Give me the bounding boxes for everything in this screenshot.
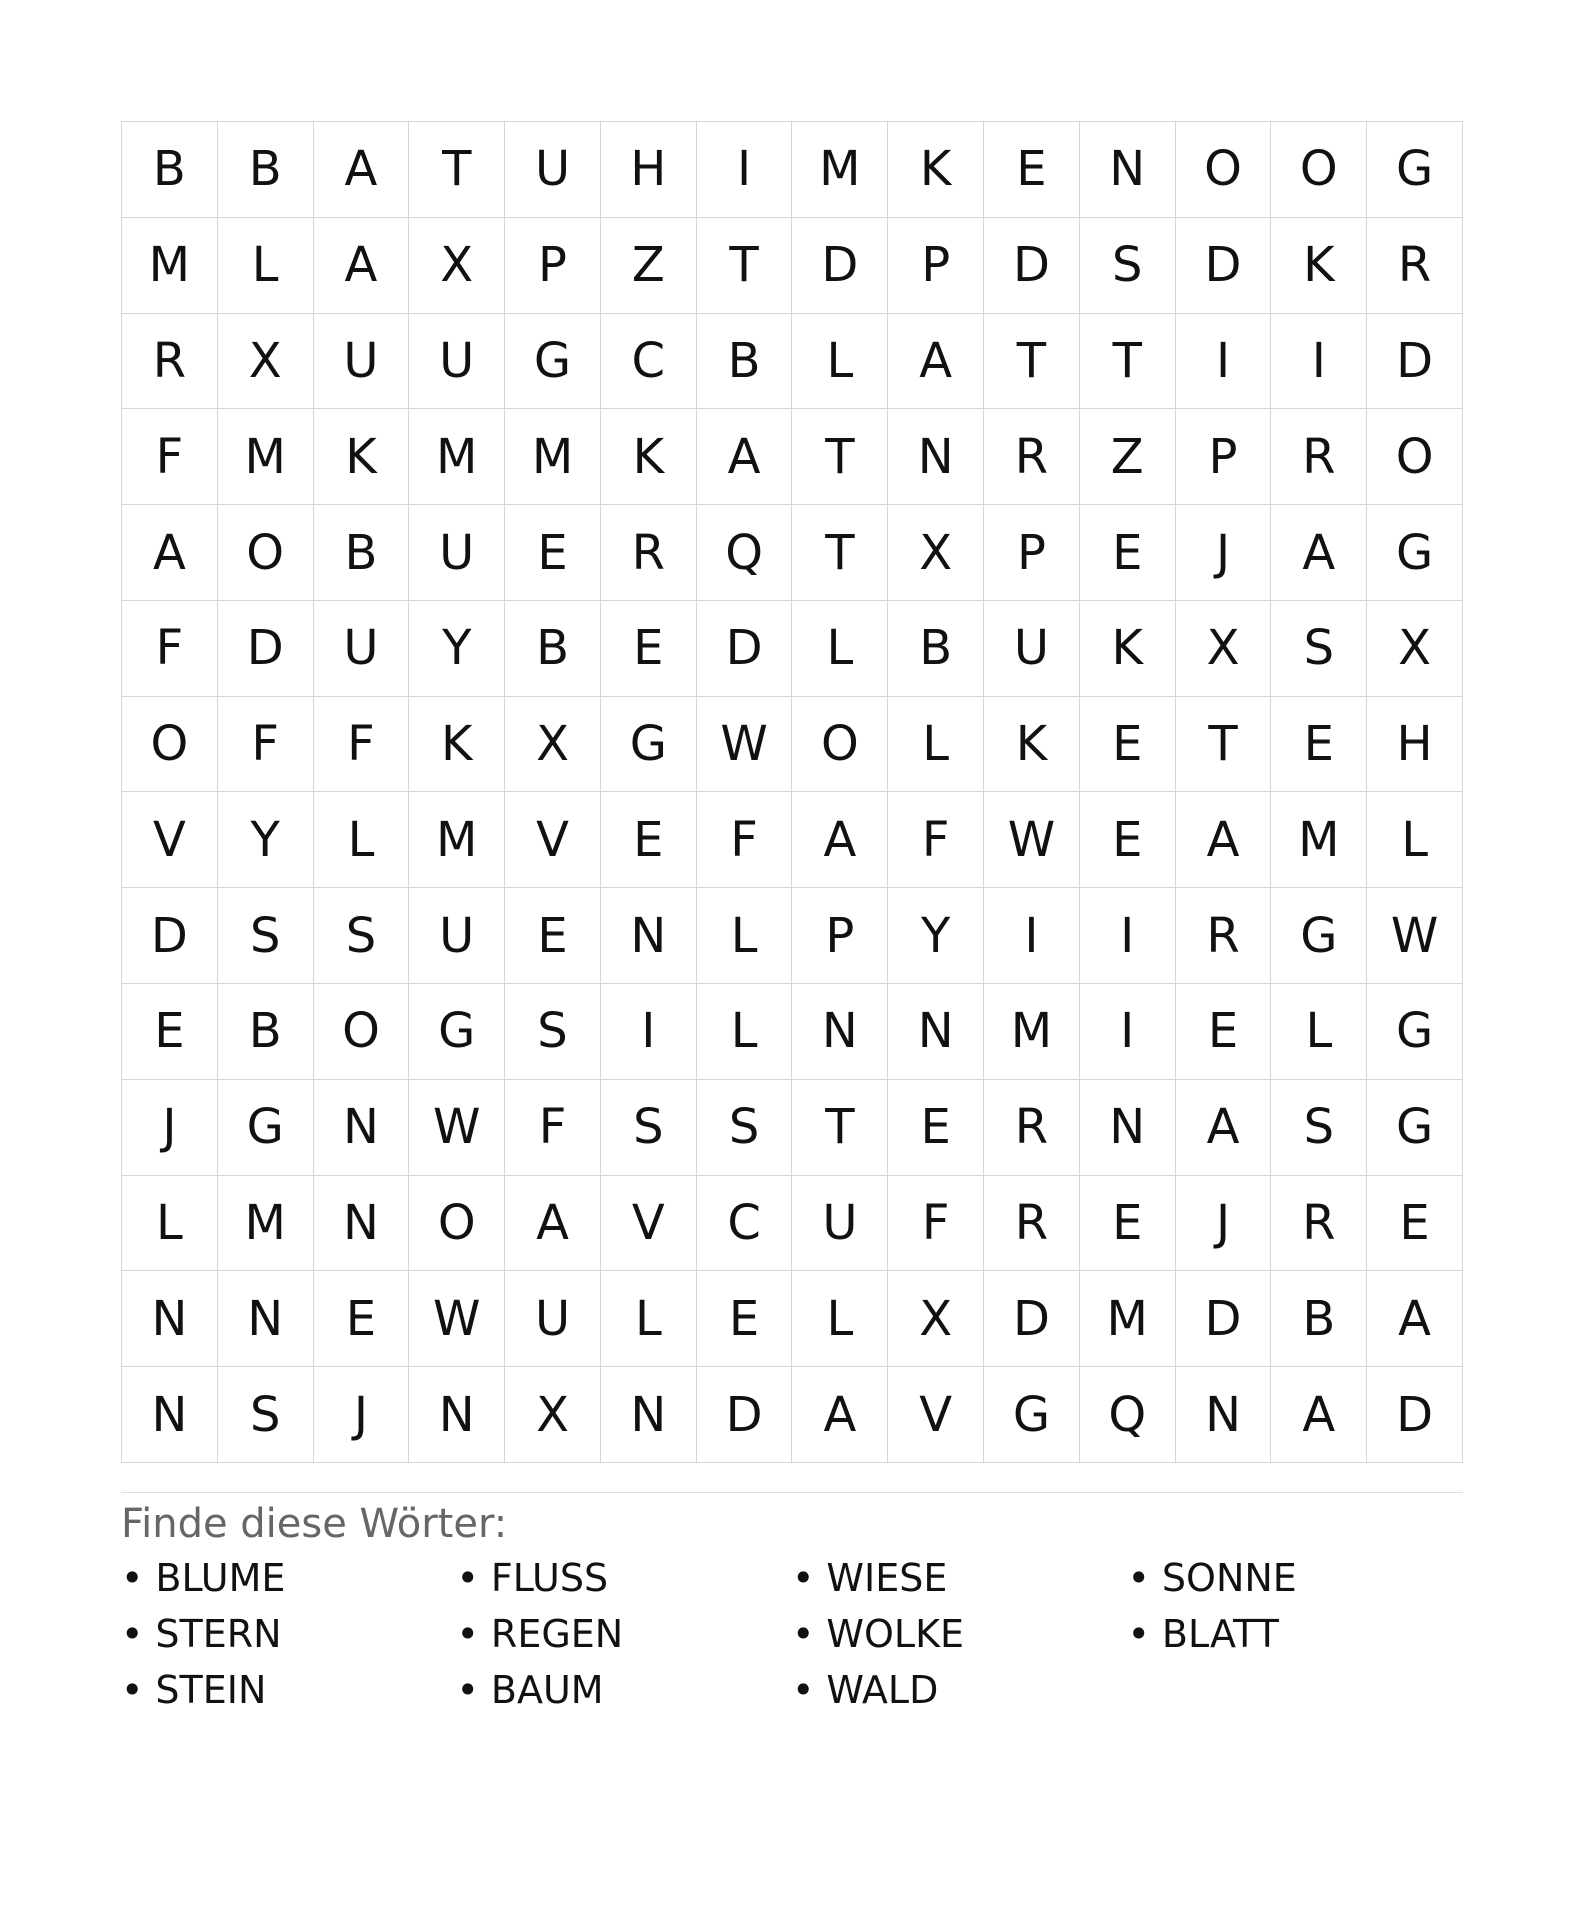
grid-cell[interactable]: M <box>409 409 505 505</box>
grid-cell[interactable]: A <box>122 505 218 601</box>
grid-cell[interactable]: N <box>888 409 984 505</box>
grid-cell[interactable]: X <box>888 505 984 601</box>
grid-cell[interactable]: N <box>122 1367 218 1463</box>
grid-cell[interactable]: L <box>122 1176 218 1272</box>
grid-cell[interactable]: S <box>218 1367 314 1463</box>
grid-cell[interactable]: A <box>505 1176 601 1272</box>
grid-cell[interactable]: J <box>1176 1176 1272 1272</box>
grid-cell[interactable]: O <box>409 1176 505 1272</box>
word-list <box>121 1554 1463 1714</box>
grid-cell[interactable]: N <box>1176 1367 1272 1463</box>
grid-cell[interactable]: T <box>1080 314 1176 410</box>
word-list-item: • STERN <box>121 1610 457 1658</box>
grid-cell[interactable]: A <box>697 409 793 505</box>
grid-cell[interactable]: M <box>1271 792 1367 888</box>
word-list-heading: Finde diese Wörter: <box>121 1501 508 1547</box>
word-list-item: • STEIN <box>121 1666 457 1714</box>
grid-cell[interactable]: U <box>314 601 410 697</box>
grid-cell[interactable]: G <box>601 697 697 793</box>
grid-cell[interactable]: V <box>122 792 218 888</box>
grid-cell[interactable]: I <box>984 888 1080 984</box>
grid-cell[interactable]: R <box>1367 218 1463 314</box>
grid-cell[interactable]: R <box>984 409 1080 505</box>
grid-cell[interactable]: K <box>314 409 410 505</box>
grid-cell[interactable]: R <box>1271 1176 1367 1272</box>
grid-cell[interactable]: F <box>122 601 218 697</box>
grid-cell[interactable]: A <box>314 122 410 218</box>
grid-cell[interactable]: D <box>122 888 218 984</box>
grid-cell[interactable]: S <box>314 888 410 984</box>
grid-cell[interactable]: E <box>1367 1176 1463 1272</box>
grid-cell[interactable]: T <box>409 122 505 218</box>
grid-cell[interactable]: E <box>505 888 601 984</box>
grid-cell[interactable]: F <box>697 792 793 888</box>
grid-cell[interactable]: F <box>314 697 410 793</box>
grid-cell[interactable]: S <box>505 984 601 1080</box>
grid-cell[interactable]: K <box>984 697 1080 793</box>
grid-cell[interactable]: D <box>1176 1271 1272 1367</box>
grid-cell[interactable]: Z <box>601 218 697 314</box>
grid-cell[interactable]: X <box>1367 601 1463 697</box>
grid-cell[interactable]: E <box>314 1271 410 1367</box>
grid-cell[interactable]: U <box>984 601 1080 697</box>
grid-cell[interactable]: K <box>1271 218 1367 314</box>
grid-cell[interactable]: X <box>218 314 314 410</box>
grid-cell[interactable]: M <box>984 984 1080 1080</box>
grid-cell[interactable]: A <box>792 1367 888 1463</box>
grid-cell[interactable]: B <box>505 601 601 697</box>
grid-cell[interactable]: E <box>697 1271 793 1367</box>
grid-cell[interactable]: L <box>697 888 793 984</box>
grid-cell[interactable]: B <box>218 984 314 1080</box>
grid-cell[interactable]: E <box>1080 697 1176 793</box>
letter-grid <box>121 121 1463 1463</box>
grid-cell[interactable]: O <box>1271 122 1367 218</box>
grid-cell[interactable]: E <box>984 122 1080 218</box>
word-list-item: • WIESE <box>792 1554 1128 1602</box>
grid-cell[interactable]: A <box>1367 1271 1463 1367</box>
grid-cell[interactable]: O <box>122 697 218 793</box>
grid-cell[interactable]: V <box>601 1176 697 1272</box>
grid-cell[interactable]: J <box>314 1367 410 1463</box>
grid-cell[interactable]: N <box>888 984 984 1080</box>
grid-cell[interactable]: K <box>888 122 984 218</box>
grid-cell[interactable]: M <box>122 218 218 314</box>
grid-cell[interactable]: M <box>218 1176 314 1272</box>
grid-cell[interactable]: I <box>697 122 793 218</box>
grid-cell[interactable]: T <box>792 505 888 601</box>
word-list-item: • REGEN <box>457 1610 793 1658</box>
grid-cell[interactable]: A <box>792 792 888 888</box>
grid-cell[interactable]: L <box>792 601 888 697</box>
grid-cell[interactable]: U <box>314 314 410 410</box>
grid-cell[interactable]: Y <box>409 601 505 697</box>
grid-cell[interactable]: J <box>122 1080 218 1176</box>
grid-cell[interactable]: S <box>218 888 314 984</box>
grid-cell[interactable]: Q <box>1080 1367 1176 1463</box>
grid-cell[interactable]: O <box>218 505 314 601</box>
grid-cell[interactable]: D <box>1367 314 1463 410</box>
grid-cell[interactable]: K <box>409 697 505 793</box>
grid-cell[interactable]: S <box>697 1080 793 1176</box>
grid-cell[interactable]: B <box>218 122 314 218</box>
grid-cell[interactable]: E <box>1080 1176 1176 1272</box>
grid-cell[interactable]: X <box>505 1367 601 1463</box>
grid-cell[interactable]: W <box>409 1080 505 1176</box>
grid-cell[interactable]: L <box>314 792 410 888</box>
grid-cell[interactable]: L <box>218 218 314 314</box>
grid-cell[interactable]: X <box>1176 601 1272 697</box>
grid-cell[interactable]: B <box>888 601 984 697</box>
grid-cell[interactable]: D <box>1176 218 1272 314</box>
grid-cell[interactable]: X <box>409 218 505 314</box>
grid-cell[interactable]: W <box>409 1271 505 1367</box>
grid-cell[interactable]: N <box>601 888 697 984</box>
grid-cell[interactable]: E <box>888 1080 984 1176</box>
grid-cell[interactable]: R <box>1271 409 1367 505</box>
grid-cell[interactable]: A <box>1271 1367 1367 1463</box>
grid-cell[interactable]: L <box>1271 984 1367 1080</box>
grid-cell[interactable]: V <box>505 792 601 888</box>
grid-cell[interactable]: D <box>984 1271 1080 1367</box>
grid-cell[interactable]: D <box>1367 1367 1463 1463</box>
word-list-item: • BLATT <box>1128 1610 1464 1658</box>
grid-cell[interactable]: Q <box>697 505 793 601</box>
grid-cell[interactable]: V <box>888 1367 984 1463</box>
grid-cell[interactable]: R <box>601 505 697 601</box>
grid-cell[interactable]: W <box>984 792 1080 888</box>
grid-cell[interactable]: G <box>1367 1080 1463 1176</box>
grid-cell[interactable]: N <box>314 1080 410 1176</box>
grid-cell[interactable]: D <box>697 1367 793 1463</box>
grid-cell[interactable]: K <box>601 409 697 505</box>
grid-cell[interactable]: U <box>409 314 505 410</box>
word-list-item: • FLUSS <box>457 1554 793 1602</box>
grid-cell[interactable]: U <box>409 505 505 601</box>
grid-cell[interactable]: N <box>601 1367 697 1463</box>
grid-cell[interactable]: L <box>888 697 984 793</box>
grid-cell[interactable]: N <box>1080 1080 1176 1176</box>
grid-cell[interactable]: E <box>505 505 601 601</box>
grid-cell[interactable]: F <box>122 409 218 505</box>
word-list-item: • WOLKE <box>792 1610 1128 1658</box>
grid-cell[interactable]: S <box>1271 601 1367 697</box>
grid-cell[interactable]: F <box>505 1080 601 1176</box>
grid-cell[interactable]: S <box>601 1080 697 1176</box>
grid-cell[interactable]: N <box>1080 122 1176 218</box>
grid-cell[interactable]: G <box>1367 122 1463 218</box>
grid-cell[interactable]: B <box>697 314 793 410</box>
grid-cell[interactable]: R <box>984 1080 1080 1176</box>
grid-cell[interactable]: N <box>314 1176 410 1272</box>
grid-cell[interactable]: M <box>218 409 314 505</box>
grid-cell[interactable]: G <box>1271 888 1367 984</box>
grid-cell[interactable]: C <box>697 1176 793 1272</box>
grid-cell[interactable]: E <box>601 792 697 888</box>
grid-cell[interactable]: I <box>601 984 697 1080</box>
grid-cell[interactable]: M <box>1080 1271 1176 1367</box>
grid-cell[interactable]: B <box>1271 1271 1367 1367</box>
grid-cell[interactable]: M <box>505 409 601 505</box>
grid-cell[interactable]: P <box>792 888 888 984</box>
grid-cell[interactable]: R <box>1176 888 1272 984</box>
grid-cell[interactable]: N <box>409 1367 505 1463</box>
grid-cell[interactable]: E <box>601 601 697 697</box>
grid-cell[interactable]: S <box>1271 1080 1367 1176</box>
grid-cell[interactable]: D <box>792 218 888 314</box>
grid-cell[interactable]: P <box>888 218 984 314</box>
grid-cell[interactable]: R <box>984 1176 1080 1272</box>
grid-cell[interactable]: A <box>314 218 410 314</box>
grid-cell[interactable]: N <box>218 1271 314 1367</box>
grid-cell[interactable]: A <box>1271 505 1367 601</box>
grid-cell[interactable]: G <box>1367 505 1463 601</box>
grid-cell[interactable]: P <box>984 505 1080 601</box>
grid-cell[interactable]: I <box>1080 984 1176 1080</box>
grid-cell[interactable]: M <box>792 122 888 218</box>
grid-cell[interactable]: I <box>1080 888 1176 984</box>
grid-cell[interactable]: H <box>1367 697 1463 793</box>
word-list-item: • WALD <box>792 1666 1128 1714</box>
grid-cell[interactable]: A <box>888 314 984 410</box>
grid-cell[interactable]: O <box>1176 122 1272 218</box>
grid-cell[interactable]: Y <box>888 888 984 984</box>
grid-cell[interactable]: E <box>1080 505 1176 601</box>
grid-cell[interactable]: G <box>409 984 505 1080</box>
grid-cell[interactable]: P <box>1176 409 1272 505</box>
word-list-item: • SONNE <box>1128 1554 1464 1602</box>
grid-cell[interactable]: K <box>1080 601 1176 697</box>
grid-cell[interactable]: U <box>505 122 601 218</box>
grid-cell[interactable]: L <box>792 1271 888 1367</box>
grid-cell[interactable]: D <box>218 601 314 697</box>
grid-cell[interactable]: M <box>409 792 505 888</box>
grid-cell[interactable]: B <box>122 122 218 218</box>
grid-cell[interactable]: G <box>218 1080 314 1176</box>
grid-cell[interactable]: T <box>984 314 1080 410</box>
grid-cell[interactable]: O <box>1367 409 1463 505</box>
grid-cell[interactable]: L <box>792 314 888 410</box>
grid-cell[interactable]: H <box>601 122 697 218</box>
grid-cell[interactable]: B <box>314 505 410 601</box>
grid-cell[interactable]: I <box>1176 314 1272 410</box>
divider <box>121 1492 1463 1493</box>
grid-cell[interactable]: U <box>792 1176 888 1272</box>
grid-cell[interactable]: E <box>1080 792 1176 888</box>
grid-cell[interactable]: T <box>1176 697 1272 793</box>
grid-cell[interactable]: R <box>122 314 218 410</box>
grid-cell[interactable]: A <box>1176 792 1272 888</box>
grid-cell[interactable]: U <box>505 1271 601 1367</box>
grid-cell[interactable]: F <box>218 697 314 793</box>
grid-cell[interactable]: G <box>984 1367 1080 1463</box>
grid-cell[interactable]: L <box>601 1271 697 1367</box>
grid-cell[interactable]: G <box>505 314 601 410</box>
grid-cell[interactable]: O <box>314 984 410 1080</box>
grid-cell[interactable]: D <box>697 601 793 697</box>
grid-cell[interactable]: O <box>792 697 888 793</box>
grid-cell[interactable]: F <box>888 1176 984 1272</box>
grid-cell[interactable]: U <box>409 888 505 984</box>
grid-cell[interactable]: X <box>505 697 601 793</box>
grid-cell[interactable]: C <box>601 314 697 410</box>
grid-cell[interactable]: F <box>888 792 984 888</box>
grid-cell[interactable]: L <box>697 984 793 1080</box>
grid-cell[interactable]: D <box>984 218 1080 314</box>
grid-cell[interactable]: T <box>792 409 888 505</box>
grid-cell[interactable]: E <box>1176 984 1272 1080</box>
grid-cell[interactable]: W <box>697 697 793 793</box>
grid-cell[interactable]: T <box>697 218 793 314</box>
grid-cell[interactable]: Y <box>218 792 314 888</box>
grid-cell[interactable]: A <box>1176 1080 1272 1176</box>
grid-cell[interactable]: W <box>1367 888 1463 984</box>
grid-cell[interactable]: S <box>1080 218 1176 314</box>
grid-cell[interactable]: E <box>1271 697 1367 793</box>
word-list-item: • BLUME <box>121 1554 457 1602</box>
grid-cell[interactable]: N <box>792 984 888 1080</box>
grid-cell[interactable]: L <box>1367 792 1463 888</box>
grid-cell[interactable]: Z <box>1080 409 1176 505</box>
grid-cell[interactable]: P <box>505 218 601 314</box>
grid-cell[interactable]: I <box>1271 314 1367 410</box>
grid-cell[interactable]: J <box>1176 505 1272 601</box>
word-list-item: • BAUM <box>457 1666 793 1714</box>
grid-cell[interactable]: G <box>1367 984 1463 1080</box>
grid-cell[interactable]: N <box>122 1271 218 1367</box>
grid-cell[interactable]: E <box>122 984 218 1080</box>
grid-cell[interactable]: X <box>888 1271 984 1367</box>
grid-cell[interactable]: T <box>792 1080 888 1176</box>
